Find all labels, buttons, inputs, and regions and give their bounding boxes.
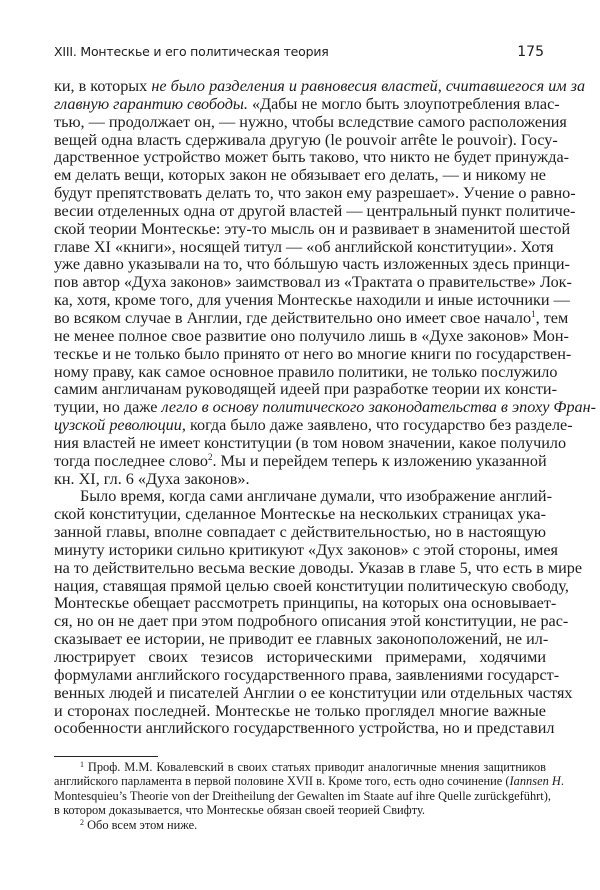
footnote-marker: 2 xyxy=(207,451,213,462)
text-line xyxy=(54,471,546,489)
italic-text: считавшегося им за xyxy=(445,77,586,95)
running-title: XIII. Монтескье и его политическая теория xyxy=(54,44,329,59)
text-line xyxy=(54,77,586,96)
text-span: . xyxy=(560,774,564,789)
text-span: нация, ставящая прямой целью своей конституции политическую свободу, xyxy=(54,576,569,595)
text-span: дарственное устройство может быть таково, что никто не будет принужда- xyxy=(54,148,570,167)
text-span: ем делать вещи, которых закон не обязывает его делать, — и никому не xyxy=(54,166,546,185)
text-span: пов автор «Духа законов» заимствовал из «Трактата о правительстве» Лок- xyxy=(54,273,572,292)
text-line xyxy=(54,665,560,685)
text-line xyxy=(54,719,555,738)
text-line xyxy=(54,94,560,114)
text-span: Было время, когда сами англичане думали, что изображение англий- xyxy=(80,487,552,506)
italic-text: цузской революции xyxy=(54,416,182,435)
body-text xyxy=(54,77,597,738)
text-line xyxy=(54,112,567,132)
text-span: люстрирует своих тезисов историческими примерами, ходячими xyxy=(54,648,546,666)
text-span: формулами английского государственного права, заявлениями государст- xyxy=(54,665,560,684)
text-span: ской конституции, сделанное Монтескье на нескольких страницах ука- xyxy=(54,505,546,524)
footnote-line xyxy=(54,760,546,774)
text-line xyxy=(54,237,554,257)
text-span: ному праву, как самое основное правило политики, не только послужило xyxy=(54,362,558,381)
text-line xyxy=(54,308,569,328)
text-line xyxy=(54,524,546,542)
text-line xyxy=(54,703,546,721)
italic-text: Iannsen H xyxy=(509,774,561,789)
italic-text: не было разделения и равновесия властей xyxy=(151,77,438,95)
footnote-marker: 1 xyxy=(80,760,84,769)
text-span: уже давно указывали на то, что бóльшую часть изложенных здесь принци- xyxy=(54,255,570,274)
text-span: ской теории Монтескье: эту-то мысль он и развивает в знаменитой шестой xyxy=(54,219,571,238)
text-span: особенности английского государственного устройства, но и представил xyxy=(54,719,555,738)
text-span: , xyxy=(437,77,446,95)
text-span: не менее полное свое развитие оно получило лишь в «Духе законов» Мон- xyxy=(54,326,569,345)
text-span: главе XI «книги», носящей титул — «об английской конституции». Хотя xyxy=(54,237,554,256)
text-line xyxy=(54,683,573,703)
text-span: Проф. М.М. Ковалевский в своих статьях приводит аналогичные мнения защитников xyxy=(84,760,546,774)
text-span: Монтескье обещает рассмотреть принципы, на которых она основывает- xyxy=(54,594,557,613)
text-span: в котором доказывается, что Монтескье обязан своей теорией Свифту. xyxy=(54,803,426,818)
text-span: сказывает ее истории, не приводит ее главных законоположений, не ил- xyxy=(54,630,549,649)
text-line xyxy=(54,487,552,506)
text-line xyxy=(54,612,569,631)
text-span: английского парламента в первой половине XVII в. Кроме того, есть одно сочинение ( xyxy=(54,774,510,789)
text-span: будут препятствовать делать то, что закон ему разрешает». Учение о равно- xyxy=(54,184,576,203)
text-span: венных людей и писателей Англии о ее конституции или отдельных частях xyxy=(54,683,573,702)
italic-text: легло в основу политического законодательства в эпоху Фран- xyxy=(161,398,597,417)
footnote-line xyxy=(54,803,546,817)
text-line xyxy=(54,255,570,274)
text-span: ка, хотя, кроме того, для учения Монтескье находили и иные источники — xyxy=(54,291,570,310)
text-span: , тем xyxy=(535,308,569,327)
text-span: минуту историки сильно критикуют «Дух законов» с этой стороны, имея xyxy=(54,540,558,559)
text-line xyxy=(54,273,572,292)
text-span: ки, в которых xyxy=(54,77,152,95)
text-line xyxy=(54,148,570,167)
footnote-line xyxy=(54,818,546,832)
text-span: тогда последнее слово xyxy=(54,451,208,470)
text-span: вещей одна власть сдерживала другую (le pouvoir arrête le pouvoir). Госу- xyxy=(54,130,558,149)
text-line xyxy=(54,416,573,435)
text-line xyxy=(54,594,557,613)
text-line xyxy=(54,130,558,150)
text-line xyxy=(54,167,546,185)
text-line xyxy=(54,344,572,364)
text-line xyxy=(54,649,546,667)
text-line xyxy=(54,362,558,382)
text-span: кн. XI, гл. 6 «Духа законов». xyxy=(54,469,250,488)
footnote-marker: 1 xyxy=(531,308,536,319)
italic-text: главную гарантию свободы. xyxy=(54,94,248,113)
text-span: «Дабы не могло быть злоупотребления влас- xyxy=(247,94,560,113)
text-line xyxy=(54,398,597,417)
text-span: ния властей не имеет конституции (в том новом значении, какое получило xyxy=(54,433,567,452)
text-span: и сторонах последней. Монтескье не только проглядел многие важные xyxy=(54,701,546,720)
running-header xyxy=(54,40,546,64)
text-span: весии отделенных одна от другой властей — центральный пункт политиче- xyxy=(54,201,576,220)
footnote-marker: 2 xyxy=(80,817,84,827)
text-line xyxy=(54,326,569,346)
text-span: на то действительно весьма веские доводы. Указав в главе 5, что есть в мире xyxy=(54,558,583,577)
footnotes xyxy=(54,760,564,832)
text-span: Обо всем этом ниже. xyxy=(84,817,198,832)
text-line xyxy=(54,540,558,560)
text-line xyxy=(54,453,546,471)
footnote-divider xyxy=(54,756,158,757)
text-span: Montesquieu’s Theorie von der Dreitheilung der Gewalten im Staate auf ihre Quelle zurückgeführt), xyxy=(54,788,551,803)
text-line xyxy=(54,219,571,239)
text-span: тескье и не только было принято от него во многие книги по государствен- xyxy=(54,344,572,363)
text-line xyxy=(54,201,576,221)
text-line xyxy=(54,576,569,596)
footnote-line xyxy=(54,774,564,789)
text-span: . Мы и перейдем теперь к изложению указанной xyxy=(212,451,547,470)
text-line xyxy=(54,291,570,310)
footnote-line xyxy=(54,788,551,803)
text-line xyxy=(54,433,567,453)
text-span: тью, — продолжает он, — нужно, чтобы вследствие самого расположения xyxy=(54,112,567,131)
text-span: туции, но даже xyxy=(54,398,162,417)
text-span: самим англичанам руководящей идеей при разработке теории их консти- xyxy=(54,380,557,399)
text-line xyxy=(54,506,546,524)
page-number: 175 xyxy=(517,44,544,60)
text-line xyxy=(54,558,583,578)
text-line xyxy=(54,630,549,649)
text-line xyxy=(54,380,557,399)
text-span: ся, но он не дает при этом подробного описания этой конституции, не рас- xyxy=(54,612,569,631)
text-span: , когда было даже заявлено, что государство без разделе- xyxy=(181,416,573,435)
text-span: во всяком случае в Англии, где действительно оно имеет свое начало xyxy=(54,308,532,327)
text-line xyxy=(54,184,576,203)
text-span: занной главы, вполне совпадает с действительностью, но в настоящую xyxy=(54,523,546,542)
